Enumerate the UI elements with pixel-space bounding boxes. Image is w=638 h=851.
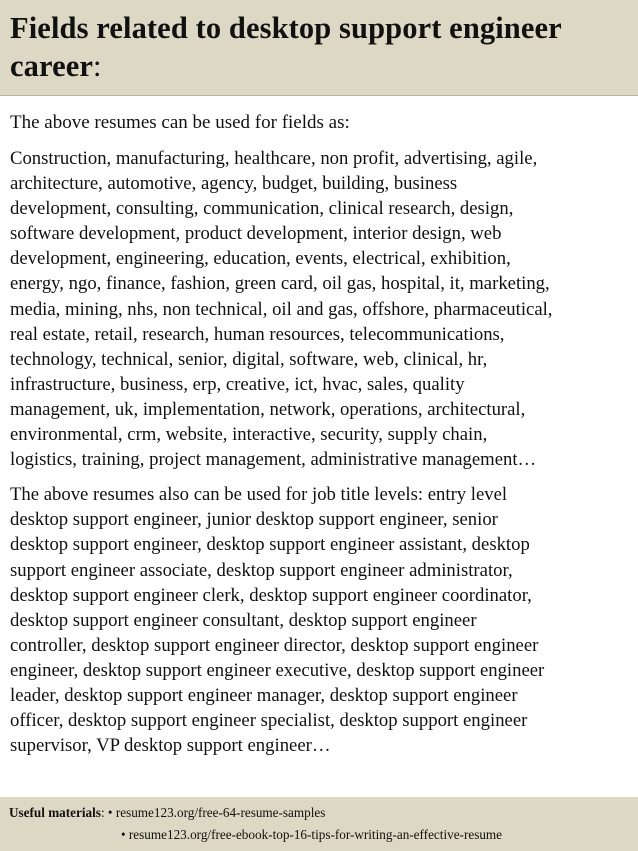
job-levels-line: leader, desktop support engineer manager, desktop support engineer [10,684,518,706]
job-levels-line: desktop support engineer, junior desktop support engineer, senior [10,509,498,531]
page-title [10,9,628,85]
page-title-colon: : [93,49,102,83]
fields-line: technology, technical, senior, digital, software, web, clinical, hr, [10,348,488,370]
header-banner [0,0,638,96]
job-levels-paragraph [10,482,634,758]
intro-text: The above resumes can be used for fields as: [10,112,350,133]
useful-materials-footer [0,797,638,851]
fields-line: development, consulting, communication, clinical research, design, [10,198,514,220]
job-levels-line: supervisor, VP desktop support engineer… [10,735,331,757]
job-levels-line: desktop support engineer, desktop support engineer assistant, desktop [10,534,530,556]
fields-line: energy, ngo, finance, fashion, green card, oil gas, hospital, it, marketing, [10,273,550,295]
useful-materials-separator: : [100,805,105,820]
footer-row [9,802,638,824]
job-levels-line: officer, desktop support engineer specialist, desktop support engineer [10,710,528,732]
fields-line: management, uk, implementation, network, operations, architectural, [10,398,526,420]
resume-samples-link[interactable]: • resume123.org/free-64-resume-samples [107,805,326,820]
fields-paragraph [10,146,634,472]
fields-line: infrastructure, business, erp, creative, ict, hvac, sales, quality [10,373,465,395]
ebook-tips-link[interactable]: • resume123.org/free-ebook-top-16-tips-for-writing-an-effective-resume [121,827,503,842]
fields-line: real estate, retail, research, human resources, telecommunications, [10,323,505,345]
fields-line: environmental, crm, website, interactive, security, supply chain, [10,424,488,446]
job-levels-line: The above resumes also can be used for job title levels: entry level [10,484,508,506]
fields-line: architecture, automotive, agency, budget, building, business [10,173,458,195]
useful-materials-label: Useful materials [9,805,101,820]
job-levels-line: engineer, desktop support engineer executive, desktop support engineer [10,659,545,681]
fields-line: software development, product development, interior design, web [10,223,502,245]
job-levels-line: controller, desktop support engineer director, desktop support engineer [10,634,539,656]
page-title-text: Fields related to desktop support engineer career [10,11,562,83]
fields-line: Construction, manufacturing, healthcare, non profit, advertising, agile, [10,148,538,169]
footer-row [9,824,638,846]
fields-line: development, engineering, education, events, electrical, exhibition, [10,248,511,270]
fields-line: logistics, training, project management, administrative management… [10,449,537,471]
main-content [10,110,634,758]
job-levels-line: desktop support engineer clerk, desktop support engineer coordinator, [10,584,532,606]
job-levels-line: desktop support engineer consultant, desktop support engineer [10,609,477,631]
fields-line: media, mining, nhs, non technical, oil and gas, offshore, pharmaceutical, [10,298,553,320]
job-levels-line: support engineer associate, desktop support engineer administrator, [10,559,513,581]
